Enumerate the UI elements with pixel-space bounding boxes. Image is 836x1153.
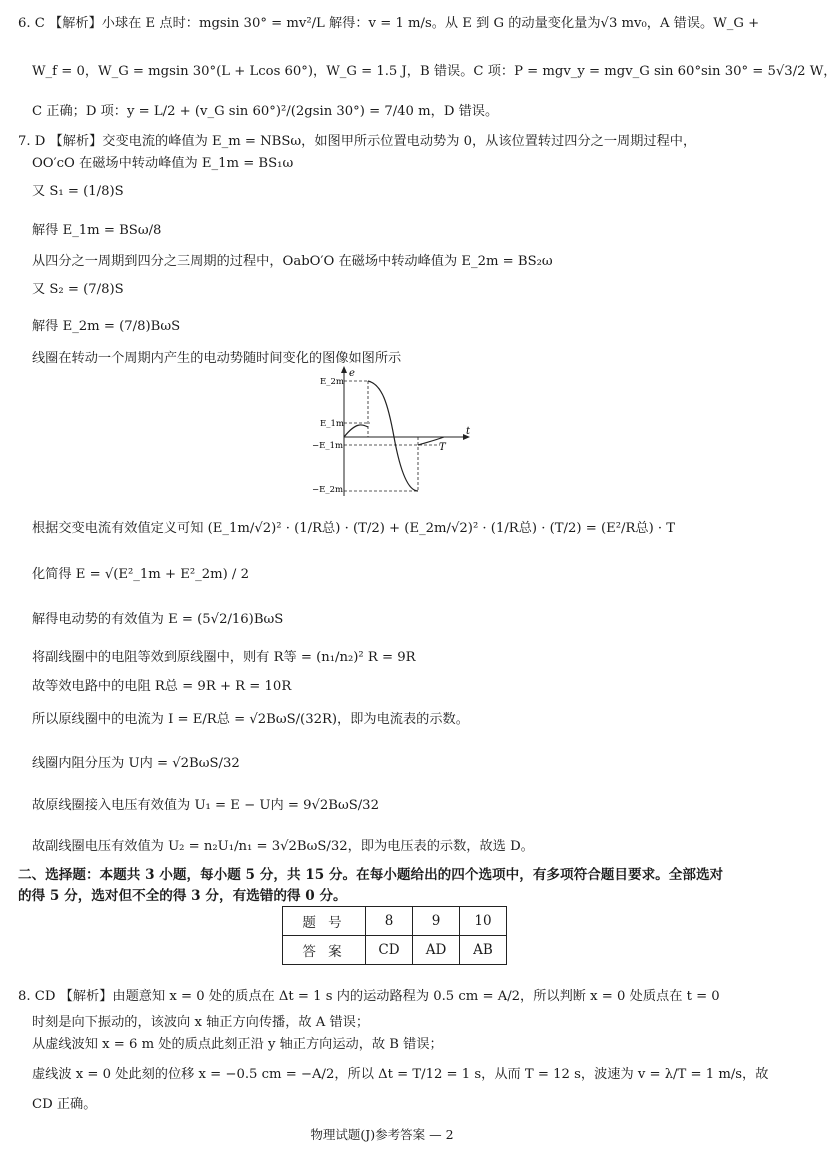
q6-line1: 6. C 【解析】小球在 E 点时：mgsin 30° = mv²/L 解得：v = 1 m/s。从 E 到 G 的动量变化量为√3 mv₀，A 错误。W_G + [18,16,760,31]
q8-line3: 从虚线波知 x = 6 m 处的质点此刻正沿 y 轴正方向运动，故 B 错误； [32,1037,443,1052]
q6-line3: C 正确；D 项：y = L/2 + (v_G sin 60°)²/(2gsin 30°) = 7/40 m，D 错误。 [32,104,499,119]
q7-line10: 化简得 E = √(E²_1m + E²_2m) / 2 [32,567,249,582]
table-cell: 答 案 [283,936,366,965]
tick-neg-e1m: −E_1m [312,441,344,451]
q7-line12: 将副线圈中的电阻等效到原线圈中，则有 R等 = (n₁/n₂)² R = 9R [32,650,416,665]
q8-line2: 时刻是向下振动的，该波向 x 轴正方向传播，故 A 错误； [32,1015,370,1030]
q7-line1: 7. D 【解析】交变电流的峰值为 E_m = NBSω，如图甲所示位置电动势为 0，从该位置转过四分之一周期过程中， [18,134,697,149]
q8-line5: CD 正确。 [32,1097,97,1112]
q7-line6: 又 S₂ = (7/8)S [32,282,124,297]
q7-line15: 线圈内阻分压为 U内 = √2BωS/32 [32,756,240,771]
q7-line3: 又 S₁ = (1/8)S [32,184,124,199]
table-cell: 8 [366,907,413,936]
table-row [283,936,507,965]
q7-line14: 所以原线圈中的电流为 I = E/R总 = √2BωS/(32R)，即为电流表的示数。 [32,712,469,727]
q7-line4: 解得 E_1m = BSω/8 [32,223,162,238]
answer-table [282,906,507,965]
tick-e1m: E_1m [320,419,344,429]
table-cell: 题 号 [283,907,366,936]
table-cell: 9 [413,907,460,936]
section2-heading-line1: 二、选择题：本题共 3 小题，每小题 5 分，共 15 分。在每小题给出的四个选项中，有多项符合题目要求。全部选对 [18,867,724,883]
q8-line4: 虚线波 x = 0 处此刻的位移 x = −0.5 cm = −A/2，所以 Δt = T/12 = 1 s，从而 T = 12 s，波速为 v = λ/T = 1 m/s，故 [32,1067,769,1082]
table-cell: AD [413,936,460,965]
q7-line8: 线圈在转动一个周期内产生的电动势随时间变化的图像如图所示 [32,351,402,366]
q6-line2: W_f = 0，W_G = mgsin 30°(L + Lcos 60°)，W_G = 1.5 J，B 错误。C 项：P = mgv_y = mgv_G sin 60°sin 30° = 5√3/2 W， [32,64,836,79]
e-axis-label: e [349,368,355,379]
section2-heading-line2: 的得 5 分，选对但不全的得 3 分，有选错的得 0 分。 [18,888,347,904]
emf-time-graph [300,364,480,500]
q7-line5: 从四分之一周期到四分之三周期的过程中，OabO′O 在磁场中转动峰值为 E_2m = BS₂ω [32,254,553,269]
table-cell: AB [460,936,507,965]
emf-curve-small-arc [344,425,368,437]
q7-line2: OO′cO 在磁场中转动峰值为 E_1m = BS₁ω [32,156,294,171]
q7-line11: 解得电动势的有效值为 E = (5√2/16)BωS [32,612,284,627]
emf-curve-large-wave [368,381,418,491]
q7-line17: 故副线圈电压有效值为 U₂ = n₂U₁/n₁ = 3√2BωS/32，即为电压表的示数，故选 D。 [32,839,534,854]
q8-line1: 8. CD 【解析】由题意知 x = 0 处的质点在 Δt = 1 s 内的运动路程为 0.5 cm = A/2，所以判断 x = 0 处质点在 t = 0 [18,989,720,1004]
tick-neg-e2m: −E_2m [312,485,344,495]
q7-line13: 故等效电路中的电阻 R总 = 9R + R = 10R [32,679,292,694]
tick-e2m: E_2m [320,377,344,387]
period-label: T [439,442,446,453]
q7-line16: 故原线圈接入电压有效值为 U₁ = E − U内 = 9√2BωS/32 [32,798,379,813]
t-axis-label: t [466,426,471,437]
table-cell: CD [366,936,413,965]
table-row [283,907,507,936]
q7-line9: 根据交变电流有效值定义可知 (E_1m/√2)² · (1/R总) · (T/2) + (E_2m/√2)² · (1/R总) · (T/2) = (E²/R总) · T [32,521,676,536]
page-footer: 物理试题(J)参考答案 — 2 [310,1127,454,1142]
table-cell: 10 [460,907,507,936]
q7-line7: 解得 E_2m = (7/8)BωS [32,319,181,334]
e-axis-arrow [341,366,347,373]
